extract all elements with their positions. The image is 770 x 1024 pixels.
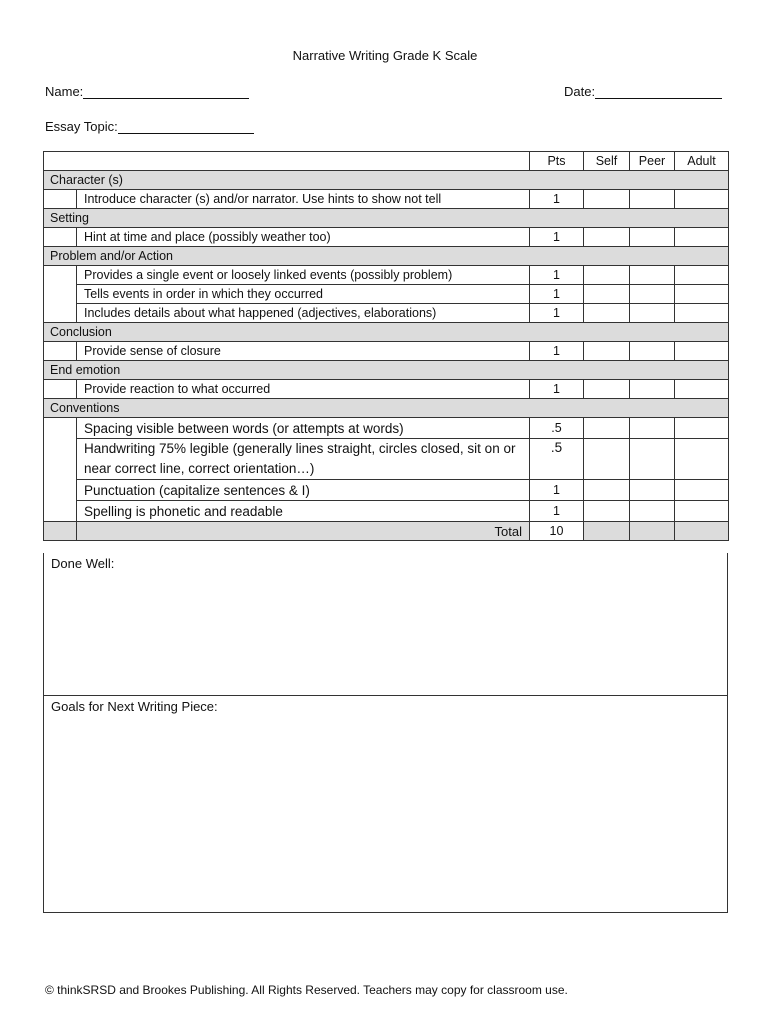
criterion-row — [44, 342, 729, 361]
self-score[interactable] — [584, 304, 630, 323]
category-label: Character (s) — [44, 171, 729, 190]
peer-score[interactable] — [630, 304, 675, 323]
criterion-row — [44, 266, 729, 285]
date-label: Date: — [564, 84, 596, 99]
essay-topic-label: Essay Topic: — [45, 119, 118, 134]
essay-topic-blank[interactable] — [118, 121, 254, 134]
self-score[interactable] — [584, 342, 630, 361]
category-row — [44, 209, 729, 228]
category-label: Problem and/or Action — [44, 247, 729, 266]
total-pts: 10 — [530, 522, 584, 541]
peer-score[interactable] — [630, 342, 675, 361]
adult-score[interactable] — [675, 266, 729, 285]
criterion-text: Provides a single event or loosely linked events (possibly problem) — [77, 266, 530, 285]
peer-score[interactable] — [630, 285, 675, 304]
done-well-box[interactable] — [43, 553, 728, 696]
criterion-text: Introduce character (s) and/or narrator. Use hints to show not tell — [77, 190, 530, 209]
goals-label: Goals for Next Writing Piece: — [51, 699, 218, 714]
self-score[interactable] — [584, 380, 630, 399]
peer-score[interactable] — [630, 190, 675, 209]
pts-value: 1 — [530, 285, 584, 304]
col-pts: Pts — [530, 152, 584, 171]
total-label: Total — [77, 522, 530, 541]
criterion-text: Provide reaction to what occurred — [77, 380, 530, 399]
date-blank[interactable] — [595, 86, 722, 99]
self-score[interactable] — [584, 190, 630, 209]
criterion-text: Hint at time and place (possibly weather too) — [77, 228, 530, 247]
name-blank[interactable] — [83, 86, 249, 99]
adult-score[interactable] — [675, 342, 729, 361]
page-title: Narrative Writing Grade K Scale — [292, 48, 478, 63]
indent-cell — [44, 266, 77, 323]
indent-cell — [44, 342, 77, 361]
adult-score[interactable] — [675, 285, 729, 304]
category-label: Conclusion — [44, 323, 729, 342]
peer-score[interactable] — [630, 418, 675, 439]
self-score[interactable] — [584, 228, 630, 247]
indent-cell — [44, 190, 77, 209]
indent-cell — [44, 380, 77, 399]
criterion-text: Spelling is phonetic and readable — [77, 501, 530, 522]
pts-value: .5 — [530, 439, 584, 480]
header-row — [44, 152, 729, 171]
adult-score[interactable] — [675, 304, 729, 323]
criterion-text: Punctuation (capitalize sentences & I) — [77, 480, 530, 501]
done-well-label: Done Well: — [51, 556, 115, 571]
criterion-row — [44, 480, 729, 501]
adult-score[interactable] — [675, 380, 729, 399]
category-row — [44, 323, 729, 342]
category-row — [44, 399, 729, 418]
essay-topic-field[interactable] — [45, 119, 254, 134]
total-row — [44, 522, 729, 541]
self-score[interactable] — [584, 480, 630, 501]
peer-score[interactable] — [630, 266, 675, 285]
criterion-row — [44, 304, 729, 323]
pts-value: 1 — [530, 304, 584, 323]
criterion-row — [44, 418, 729, 439]
date-field[interactable] — [564, 84, 722, 99]
pts-value: 1 — [530, 266, 584, 285]
adult-score[interactable] — [675, 439, 729, 480]
criterion-row — [44, 380, 729, 399]
self-total[interactable] — [584, 522, 630, 541]
name-label: Name: — [45, 84, 84, 99]
name-field[interactable] — [45, 84, 249, 99]
category-row — [44, 247, 729, 266]
peer-score[interactable] — [630, 501, 675, 522]
category-label: Conventions — [44, 399, 729, 418]
self-score[interactable] — [584, 266, 630, 285]
pts-value: 1 — [530, 342, 584, 361]
col-adult: Adult — [675, 152, 729, 171]
indent-cell — [44, 228, 77, 247]
peer-score[interactable] — [630, 439, 675, 480]
pts-value: 1 — [530, 380, 584, 399]
adult-score[interactable] — [675, 418, 729, 439]
adult-score[interactable] — [675, 501, 729, 522]
criterion-text: Includes details about what happened (adjectives, elaborations) — [77, 304, 530, 323]
criterion-text: Spacing visible between words (or attempts at words) — [77, 418, 530, 439]
criterion-row — [44, 190, 729, 209]
indent-cell — [44, 418, 77, 522]
criterion-row — [44, 501, 729, 522]
indent-cell — [44, 522, 77, 541]
pts-value: 1 — [530, 190, 584, 209]
criterion-text: Provide sense of closure — [77, 342, 530, 361]
peer-score[interactable] — [630, 380, 675, 399]
adult-score[interactable] — [675, 190, 729, 209]
peer-total[interactable] — [630, 522, 675, 541]
self-score[interactable] — [584, 501, 630, 522]
self-score[interactable] — [584, 418, 630, 439]
adult-score[interactable] — [675, 228, 729, 247]
goals-box[interactable] — [43, 695, 728, 913]
pts-value: 1 — [530, 228, 584, 247]
pts-value: 1 — [530, 501, 584, 522]
header-blank — [44, 152, 530, 171]
rubric-table — [43, 151, 729, 541]
pts-value: 1 — [530, 480, 584, 501]
peer-score[interactable] — [630, 480, 675, 501]
criterion-text: Handwriting 75% legible (generally lines straight, circles closed, sit on or near correct line, correct orientation…) — [77, 439, 530, 480]
category-label: Setting — [44, 209, 729, 228]
self-score[interactable] — [584, 439, 630, 480]
col-self: Self — [584, 152, 630, 171]
adult-score[interactable] — [675, 480, 729, 501]
criterion-row — [44, 285, 729, 304]
pts-value: .5 — [530, 418, 584, 439]
peer-score[interactable] — [630, 228, 675, 247]
self-score[interactable] — [584, 285, 630, 304]
category-row — [44, 361, 729, 380]
adult-total[interactable] — [675, 522, 729, 541]
category-row — [44, 171, 729, 190]
col-peer: Peer — [630, 152, 675, 171]
criterion-row — [44, 439, 729, 480]
copyright-footer: © thinkSRSD and Brookes Publishing. All Rights Reserved. Teachers may copy for classroom use. — [45, 983, 568, 997]
criterion-text: Tells events in order in which they occurred — [77, 285, 530, 304]
category-label: End emotion — [44, 361, 729, 380]
criterion-row — [44, 228, 729, 247]
